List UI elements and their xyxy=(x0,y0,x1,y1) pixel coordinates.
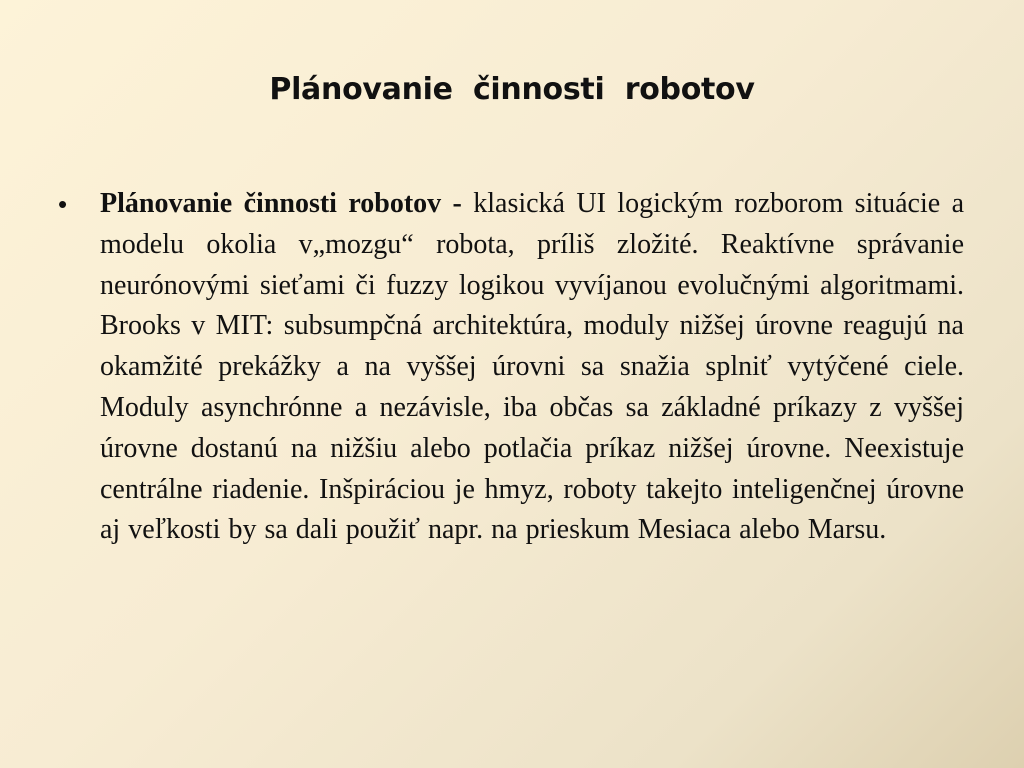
bullet-lead: Plánovanie činnosti robotov - xyxy=(100,188,474,219)
slide-title: Plánovanie činnosti robotov xyxy=(269,72,755,107)
bullet-body: klasická UI logickým rozborom situácie a modelu okolia v„mozgu“ robota, príliš zložité. Reaktívne správanie neurónovými sieťami či fuzzy logikou vyvíjanou evolučnými algoritmami. Brooks v MIT: subsumpčná architektúra, moduly nižšej úrovne reagujú na okamžité prekážky a na vyššej úrovni sa snažia splniť vytýčené ciele. Moduly asynchrónne a nezávisle, iba občas sa základné príkazy z vyššej úrovne dostanú na nižšiu alebo potlačia príkaz nižšej úrovne. Neexistuje centrálne riadenie. Inšpiráciou je hmyz, roboty takejto inteligenčnej úrovne aj veľkosti by sa dali použiť napr. na prieskum Mesiaca alebo Marsu. xyxy=(100,188,964,546)
bullet-text xyxy=(100,184,964,551)
bullet-item xyxy=(58,184,964,551)
bullet-marker: • xyxy=(58,189,68,219)
